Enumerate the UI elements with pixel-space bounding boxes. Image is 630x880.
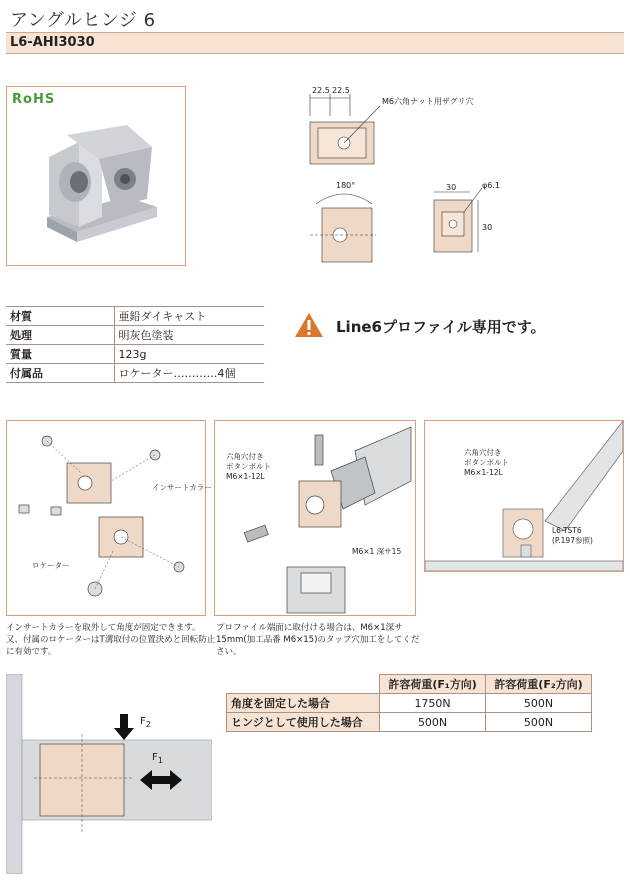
load-row-label: ヒンジとして使用した場合 [227,713,380,732]
product-photo-frame [6,86,186,266]
force-diagram [6,674,212,874]
angle-dim: 180° [336,181,356,190]
product-photo [7,87,185,265]
load-row [227,713,592,732]
height-dim: 30 [482,223,493,232]
technical-drawing [296,84,526,274]
bolt-label-line: 六角穴付き [226,452,264,461]
rohs-mark: RoHS [12,92,56,107]
spec-value: ロケーター…………4個 [114,364,264,383]
bolt-label-line: ボタンボルト [226,462,271,471]
spec-key: 材質 [6,307,114,326]
load-header-row [227,675,592,694]
force-letter: F [140,716,146,727]
load-table [226,674,592,732]
load-row-label: 角度を固定した場合 [227,694,380,713]
load-row [227,694,592,713]
panel2-caption: プロファイル端面に取付ける場合は、M6×1深サ15mm(加工品番 M6×15)のタップ穴加工をしてください。 [216,623,420,657]
assembly-panel-3 [424,420,624,572]
spec-table [6,306,264,383]
spec-row [6,307,264,326]
panel2-bolt-label [226,452,271,482]
dim-right: 22.5 [332,86,350,95]
force-sub: 2 [145,719,152,729]
force-f2-label [140,716,151,729]
model-number: L6-AHI3030 [10,35,95,50]
spec-row [6,364,264,383]
bolt-label-line: 六角穴付き [464,448,502,457]
load-header-f2: 許容荷重(F₂方向) [486,675,592,694]
assembly-illustration-1 [7,421,205,615]
width-dim: 30 [446,183,457,192]
load-value: 500N [380,713,486,732]
load-value: 1750N [380,694,486,713]
notice-text: Line6プロファイル専用です。 [336,318,546,336]
tst-label [552,526,593,546]
spec-key: 処理 [6,326,114,345]
nut-note: M6六角ナット用ザグリ穴 [382,97,474,106]
locator-label: ロケーター [32,561,70,570]
panel1-caption: インサートカラーを取外して角度が固定できます。又、付属のロケーターはT溝取付の位置決めと回転防止に有効です。 [6,623,216,657]
warning-icon [294,312,324,338]
assembly-panel-2 [214,420,416,616]
dim-left: 22.5 [312,86,330,95]
load-header-f1: 許容荷重(F₁方向) [380,675,486,694]
assembly-panel-1 [6,420,206,616]
load-header-blank [227,675,380,694]
insert-collar-label: インサートカラー [152,483,212,492]
spec-key: 付属品 [6,364,114,383]
spec-value: 亜鉛ダイキャスト [114,307,264,326]
force-illustration [6,674,212,874]
hole-dim: φ6.1 [482,181,500,190]
spec-row [6,345,264,364]
assembly-illustration-3 [425,421,623,571]
tap-label: M6×1 深サ15 [352,547,402,556]
spec-value: 123g [114,345,264,364]
panel3-bolt-label [464,448,509,478]
load-value: 500N [486,694,592,713]
assembly-illustration-2 [215,421,415,615]
bolt-label-line: M6×1-12L [226,472,265,481]
page-title: アングルヒンジ 6 [10,10,156,31]
spec-value: 明灰色塗装 [114,326,264,345]
model-bar [6,32,624,54]
tst-label-line: L6-TST6 [552,526,582,535]
load-value: 500N [486,713,592,732]
force-sub: 1 [157,755,164,765]
force-letter: F [152,752,158,763]
spec-key: 質量 [6,345,114,364]
spec-row [6,326,264,345]
bolt-label-line: M6×1-12L [464,468,503,477]
tst-ref-line: (P.197参照) [552,536,593,545]
force-f1-label [152,752,163,765]
bolt-label-line: ボタンボルト [464,458,509,467]
